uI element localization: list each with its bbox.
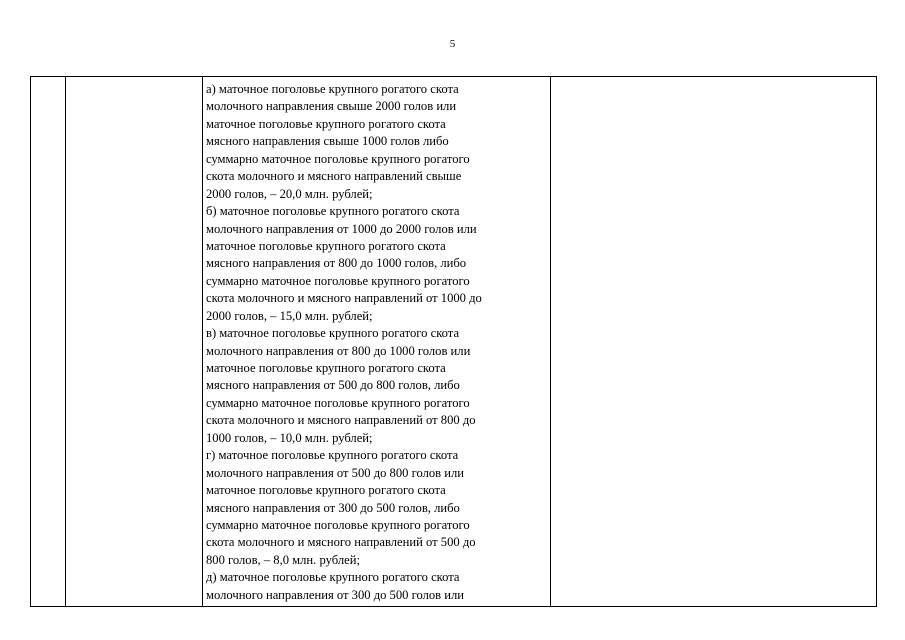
conditions-line: в) маточное поголовье крупного рогатого скота <box>206 326 460 341</box>
conditions-line: скота молочного и мясного направлений от 1000 до <box>206 291 482 306</box>
conditions-line: а) маточное поголовье крупного рогатого скота <box>206 82 459 96</box>
table-row <box>31 77 877 607</box>
conditions-line: мясного направления от 500 до 800 голов, либо <box>206 378 460 393</box>
conditions-line: молочного направления от 1000 до 2000 голов или <box>206 221 477 236</box>
conditions-line: суммарно маточное поголовье крупного рогатого <box>206 517 470 532</box>
conditions-line: суммарно маточное поголовье крупного рогатого <box>206 395 470 410</box>
table-cell-number <box>31 77 66 607</box>
table-cell-conditions <box>203 77 551 607</box>
conditions-line: молочного направления от 800 до 1000 голов или <box>206 343 471 358</box>
conditions-line: мясного направления от 800 до 1000 голов, либо <box>206 256 467 271</box>
conditions-text <box>203 77 550 604</box>
conditions-line: скота молочного и мясного направлений свыше <box>206 169 462 184</box>
cell-1-text <box>31 77 65 81</box>
conditions-line: молочного направления от 300 до 500 голов или <box>206 587 465 602</box>
conditions-line: 2000 голов, – 15,0 млн. рублей; <box>206 308 373 323</box>
conditions-line: 2000 голов, – 20,0 млн. рублей; <box>206 186 373 201</box>
conditions-line: суммарно маточное поголовье крупного рогатого <box>206 273 470 288</box>
conditions-line: д) маточное поголовье крупного рогатого скота <box>206 570 460 585</box>
conditions-line: маточное поголовье крупного рогатого скота <box>206 483 446 498</box>
conditions-line: 800 голов, – 8,0 млн. рублей; <box>206 552 360 567</box>
conditions-line: маточное поголовье крупного рогатого скота <box>206 361 446 375</box>
conditions-line: молочного направления свыше 2000 голов или <box>206 99 457 114</box>
conditions-line: молочного направления от 500 до 800 голов или <box>206 465 465 480</box>
page-number: 5 <box>449 38 456 50</box>
conditions-line: 1000 голов, – 10,0 млн. рублей; <box>206 430 373 445</box>
conditions-line: маточное поголовье крупного рогатого скота <box>206 116 446 131</box>
conditions-line: г) маточное поголовье крупного рогатого скота <box>206 448 459 463</box>
conditions-line: маточное поголовье крупного рогатого скота <box>206 238 446 253</box>
cell-4-text <box>551 77 876 81</box>
conditions-line: б) маточное поголовье крупного рогатого скота <box>206 204 460 219</box>
conditions-line: скота молочного и мясного направлений от 800 до <box>206 413 476 428</box>
document-table <box>30 76 877 607</box>
conditions-line: мясного направления от 300 до 500 голов, либо <box>206 500 460 515</box>
conditions-line: скота молочного и мясного направлений от 500 до <box>206 535 476 550</box>
cell-2-text <box>66 77 202 81</box>
table-cell-name <box>66 77 203 607</box>
conditions-line: мясного направления свыше 1000 голов либо <box>206 134 449 149</box>
table-cell-notes <box>551 77 877 607</box>
conditions-line: суммарно маточное поголовье крупного рогатого <box>206 151 470 166</box>
